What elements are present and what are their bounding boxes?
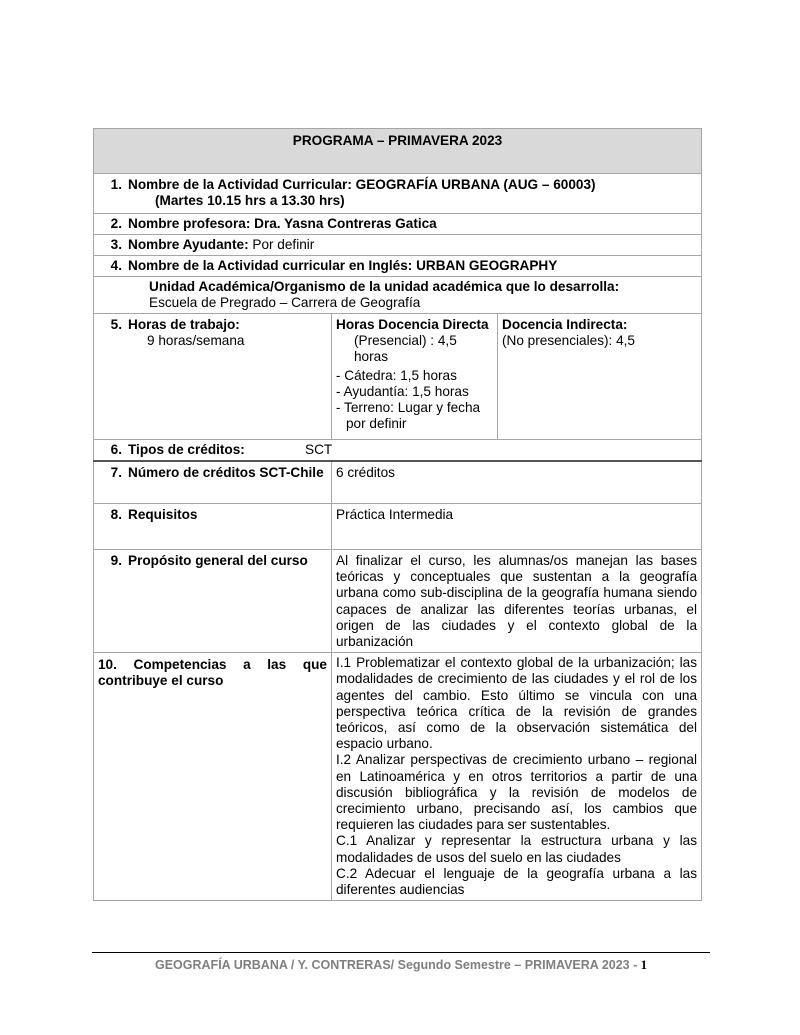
row-number: 8. bbox=[110, 507, 122, 522]
activity-name-label: Nombre de la Actividad Curricular: GEOGRAFÍA URBANA (AUG – 60003) bbox=[128, 177, 596, 192]
assistant-value: Por definir bbox=[252, 237, 315, 252]
indirect-hours-title: Docencia Indirecta: bbox=[502, 317, 628, 332]
row-assistant bbox=[94, 235, 702, 256]
row-work-hours bbox=[94, 314, 702, 440]
list-item: - Cátedra: 1,5 horas bbox=[336, 367, 457, 383]
row-number: 9. bbox=[110, 553, 122, 568]
row-number: 2. bbox=[110, 216, 122, 231]
competency-item: C.2 Adecuar el lenguaje de la geografía urbana a las diferentes audiencias bbox=[336, 865, 698, 898]
credits-label: Número de créditos SCT-Chile bbox=[128, 465, 324, 480]
credit-type-label: Tipos de créditos: bbox=[128, 442, 245, 457]
row-credit-type bbox=[94, 440, 702, 462]
academic-unit-label: Unidad Académica/Organismo de la unidad académica que lo desarrolla: bbox=[149, 279, 620, 294]
competency-item: I.2 Analizar perspectivas de crecimiento urbano – regional en Latinoamérica y en otros territorios a partir de una discusión bibliográfica y la revisión de modelos de crecimiento urbano, precisando así, los cambios que requieren las ciudades para ser sustentables. bbox=[336, 752, 698, 833]
footer-text: GEOGRAFÍA URBANA / Y. CONTRERAS/ Segundo Semestre – PRIMAVERA 2023 - bbox=[155, 958, 641, 972]
row-requirements bbox=[94, 504, 702, 550]
row-number: 4. bbox=[110, 258, 122, 273]
competency-item: C.1 Analizar y representar la estructura urbana y las modalidades de usos del suelo en las ciudades bbox=[336, 833, 698, 865]
requirements-label: Requisitos bbox=[128, 507, 198, 522]
assistant-label: Nombre Ayudante: bbox=[128, 237, 249, 252]
work-hours-value: 9 horas/semana bbox=[147, 333, 245, 349]
row-competencies bbox=[94, 653, 702, 901]
page-number: 1 bbox=[640, 958, 647, 972]
credits-value: 6 créditos bbox=[332, 461, 702, 504]
program-table bbox=[93, 128, 702, 901]
footer-divider bbox=[92, 952, 710, 953]
row-number: 7. bbox=[110, 465, 122, 480]
list-item: - Terreno: Lugar y fecha por definir bbox=[336, 400, 481, 432]
requirements-value: Práctica Intermedia bbox=[332, 504, 702, 550]
row-number: 6. bbox=[110, 442, 122, 457]
list-item: - Ayudantía: 1,5 horas bbox=[336, 383, 469, 399]
row-professor bbox=[94, 214, 702, 235]
direct-hours-sub: (Presencial) : 4,5 horas bbox=[354, 333, 457, 365]
competency-item: I.1 Problematizar el contexto global de la urbanización; las modalidades de crecimiento de las ciudades y el rol de los agentes del cambio. Esto último se vincula con una perspectiva teórica crítica de la revisión de grandes teóricos, así como de la observación sistemática del espacio urbano. bbox=[336, 655, 698, 752]
row-number: 5. bbox=[110, 317, 122, 332]
credit-type-value: SCT bbox=[305, 442, 333, 457]
indirect-hours-sub: (No presenciales): 4,5 bbox=[502, 333, 635, 349]
english-name: Nombre de la Actividad curricular en Inglés: URBAN GEOGRAPHY bbox=[128, 258, 558, 273]
direct-hours-title: Horas Docencia Directa bbox=[336, 317, 489, 332]
row-english-name bbox=[94, 256, 702, 277]
purpose-value: Al finalizar el curso, les alumnas/os manejan las bases teóricas y conceptuales que sustentan a la geografía urbana como sub-disciplina de la geografía humana siendo capaces de analizar las diferentes teorías urbanas, el origen de las ciudades y el contexto global de la urbanización bbox=[332, 550, 702, 653]
table-header-row bbox=[94, 129, 702, 174]
work-hours-label: Horas de trabajo: bbox=[128, 317, 240, 332]
row-number: 1. bbox=[110, 177, 122, 192]
row-activity-name bbox=[94, 174, 702, 214]
competencies-label: 10. Competencias a las que contribuye el curso bbox=[94, 653, 332, 901]
row-academic-unit bbox=[94, 277, 702, 314]
row-credits bbox=[94, 461, 702, 504]
row-number: 3. bbox=[110, 237, 122, 252]
direct-hours-list bbox=[336, 368, 493, 433]
academic-unit-value: Escuela de Pregrado – Carrera de Geografía bbox=[149, 295, 421, 311]
program-title: PROGRAMA – PRIMAVERA 2023 bbox=[94, 129, 702, 174]
purpose-label: Propósito general del curso bbox=[128, 553, 308, 568]
row-purpose bbox=[94, 550, 702, 653]
activity-schedule: (Martes 10.15 hrs a 13.30 hrs) bbox=[155, 193, 345, 209]
professor-name: Nombre profesora: Dra. Yasna Contreras Gatica bbox=[128, 216, 437, 231]
page-footer bbox=[92, 957, 710, 973]
